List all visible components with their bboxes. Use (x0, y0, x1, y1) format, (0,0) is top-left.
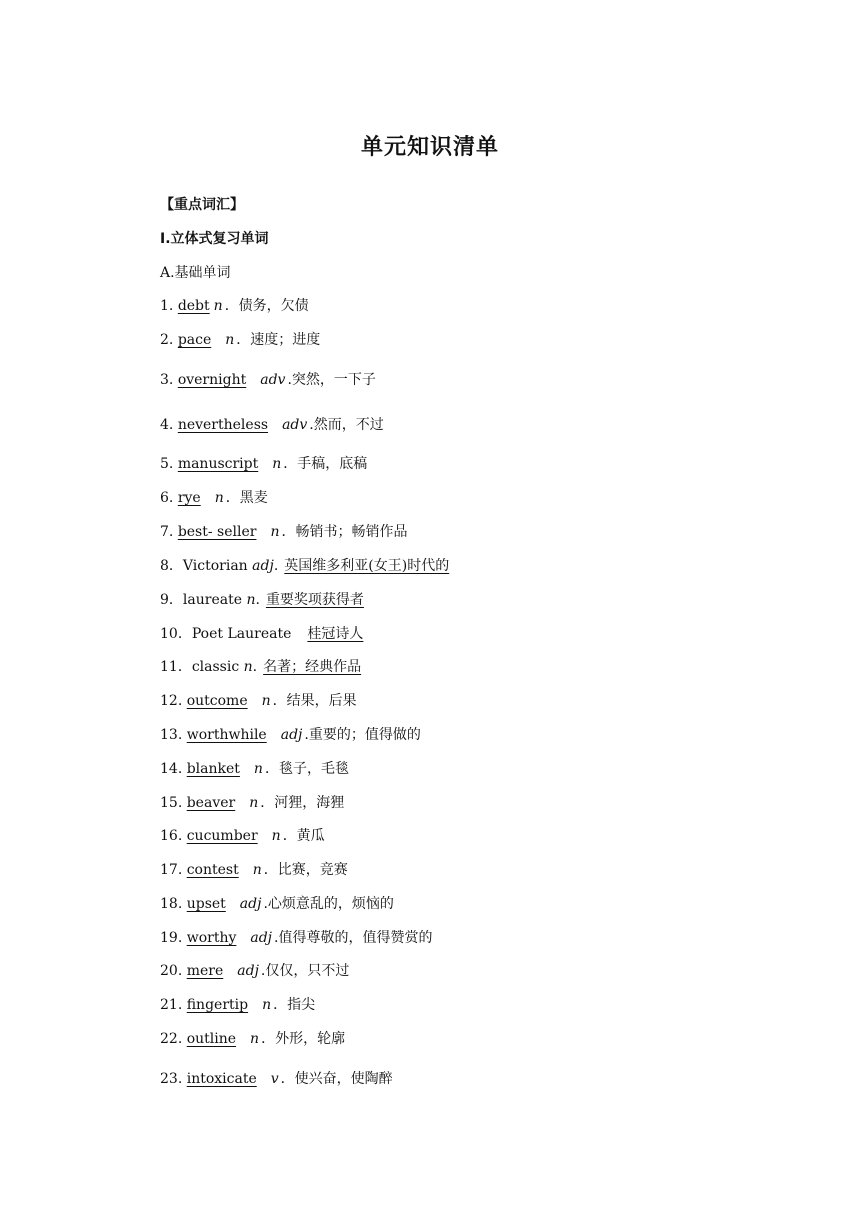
entry-meaning: .重要的；值得做的 (304, 727, 421, 743)
entry-word: fingertip (186, 997, 249, 1013)
entry-word: mere (186, 963, 224, 979)
vocab-entry (160, 760, 349, 778)
entry-meaning: ．使兴奋，使陶醉 (280, 1071, 393, 1087)
entry-word: laureate (182, 592, 247, 608)
entry-number: 12. (160, 693, 187, 709)
entry-meaning: .心烦意乱的，烦恼的 (263, 896, 394, 912)
entry-pos: adj (237, 963, 259, 979)
entry-meaning: 重要奖项获得者 (265, 592, 364, 608)
vocab-entry (160, 416, 384, 434)
vocab-entry (160, 962, 349, 980)
entry-pos: n (250, 1031, 260, 1047)
vocab-entry (160, 489, 268, 507)
entry-word: contest (186, 862, 239, 878)
entry-meaning: ．外形，轮廓 (261, 1031, 346, 1047)
entry-pos: n (253, 761, 263, 777)
entry-pos: adv (260, 372, 286, 388)
group-heading: A.基础单词 (160, 265, 231, 281)
entry-pos: adv (282, 417, 308, 433)
entry-meaning: ．指尖 (273, 997, 316, 1013)
section-heading: 【重点词汇】 (160, 197, 244, 213)
entry-number: 1. (160, 298, 178, 314)
entry-meaning: .然而，不过 (309, 417, 384, 433)
entry-word: pace (177, 332, 212, 348)
entry-word: rye (177, 490, 201, 506)
entry-meaning: .突然，一下子 (287, 372, 376, 388)
entry-number: 21. (160, 997, 187, 1013)
entry-meaning: ．比赛，竞赛 (263, 862, 348, 878)
vocab-entry (160, 827, 325, 845)
entry-word: upset (186, 896, 226, 912)
entry-pos: n (225, 332, 235, 348)
entry-word: worthwhile (186, 727, 267, 743)
entry-meaning: ．结果，后果 (272, 693, 357, 709)
entry-meaning: ．毯子，毛毯 (264, 761, 349, 777)
subsection-heading: Ⅰ.立体式复习单词 (160, 231, 269, 247)
entry-number: 10． (160, 626, 192, 642)
entry-pos: n (213, 298, 223, 314)
entry-word: debt (177, 298, 210, 314)
entry-pos: n (262, 997, 272, 1013)
entry-number: 22. (160, 1031, 187, 1047)
entry-meaning: .值得尊敬的，值得赞赏的 (274, 930, 433, 946)
entry-pos: n (272, 456, 282, 472)
entry-number: 4. (160, 417, 178, 433)
entry-pos: n (214, 490, 224, 506)
vocab-entry (160, 557, 449, 575)
entry-meaning: ．黄瓜 (282, 828, 325, 844)
entry-pos: n (252, 862, 262, 878)
entry-meaning: 名著；经典作品 (263, 659, 362, 675)
entry-word: Victorian (182, 558, 253, 574)
vocab-entry (160, 929, 432, 947)
entry-word: classic (191, 659, 244, 675)
vocab-entry (160, 1070, 393, 1088)
entry-word: blanket (186, 761, 240, 777)
vocab-entry (160, 625, 363, 643)
vocab-entry (160, 297, 309, 315)
page-title: 单元知识清单 (360, 135, 499, 160)
entry-number: 6. (160, 490, 178, 506)
vocab-entry (160, 794, 344, 812)
vocab-entry (160, 692, 357, 710)
entry-number: 13. (160, 727, 187, 743)
entry-pos: n (271, 828, 281, 844)
entry-pos-dot: . (273, 558, 279, 574)
entry-pos: n (270, 524, 280, 540)
entry-number: 3. (160, 372, 178, 388)
entry-pos: adj (250, 930, 273, 946)
entry-number: 9． (160, 592, 183, 608)
vocab-entry (160, 523, 407, 541)
entry-word: Poet Laureate (191, 626, 292, 642)
entry-number: 11． (160, 659, 192, 675)
vocab-entry (160, 658, 361, 676)
entry-number: 23. (160, 1071, 187, 1087)
entry-word: outcome (186, 693, 248, 709)
entry-word: manuscript (177, 456, 259, 472)
entry-meaning: ．手稿，底稿 (283, 456, 368, 472)
entry-pos: n (243, 659, 253, 675)
entry-meaning: ．畅销书；畅销作品 (281, 524, 408, 540)
entry-meaning: ．速度；进度 (236, 332, 321, 348)
vocab-entry (160, 591, 364, 609)
entry-number: 19. (160, 930, 187, 946)
entry-word: intoxicate (186, 1071, 257, 1087)
entry-word: outline (186, 1031, 237, 1047)
vocab-entry (160, 996, 315, 1014)
entry-pos: adj (280, 727, 303, 743)
entry-pos: adj (252, 558, 274, 574)
vocab-entry (160, 455, 367, 473)
entry-meaning: ．债务，欠债 (224, 298, 309, 314)
entry-pos-dot: . (255, 592, 260, 608)
entry-number: 18. (160, 896, 187, 912)
vocab-entry (160, 1030, 345, 1048)
vocab-entry (160, 895, 394, 913)
vocab-entry (160, 331, 320, 349)
entry-pos: v (270, 1071, 279, 1087)
entry-meaning: 英国维多利亚(女王)时代的 (284, 558, 450, 574)
entry-meaning: 桂冠诗人 (307, 626, 364, 642)
entry-number: 17. (160, 862, 187, 878)
entry-meaning: ．河狸，海狸 (260, 795, 345, 811)
entry-word: nevertheless (177, 417, 269, 433)
entry-pos-dot: . (252, 659, 258, 675)
entry-meaning: ．黑麦 (225, 490, 268, 506)
entry-number: 16. (160, 828, 187, 844)
entry-pos: adj (239, 896, 262, 912)
entry-number: 8． (160, 558, 183, 574)
entry-word: worthy (186, 930, 237, 946)
entry-number: 5. (160, 456, 178, 472)
entry-pos: n (246, 592, 256, 608)
entry-word: cucumber (186, 828, 258, 844)
vocab-entry (160, 861, 348, 879)
entry-word: best- seller (177, 524, 257, 540)
vocab-entry (160, 371, 376, 389)
entry-word: beaver (186, 795, 236, 811)
entry-word: overnight (177, 372, 247, 388)
vocab-entry (160, 726, 421, 744)
entry-number: 15. (160, 795, 187, 811)
entry-number: 14. (160, 761, 187, 777)
entry-number: 2. (160, 332, 178, 348)
entry-pos: n (261, 693, 271, 709)
entry-meaning: .仅仅，只不过 (260, 963, 350, 979)
entry-number: 20. (160, 963, 187, 979)
entry-pos: n (249, 795, 259, 811)
entry-number: 7. (160, 524, 178, 540)
